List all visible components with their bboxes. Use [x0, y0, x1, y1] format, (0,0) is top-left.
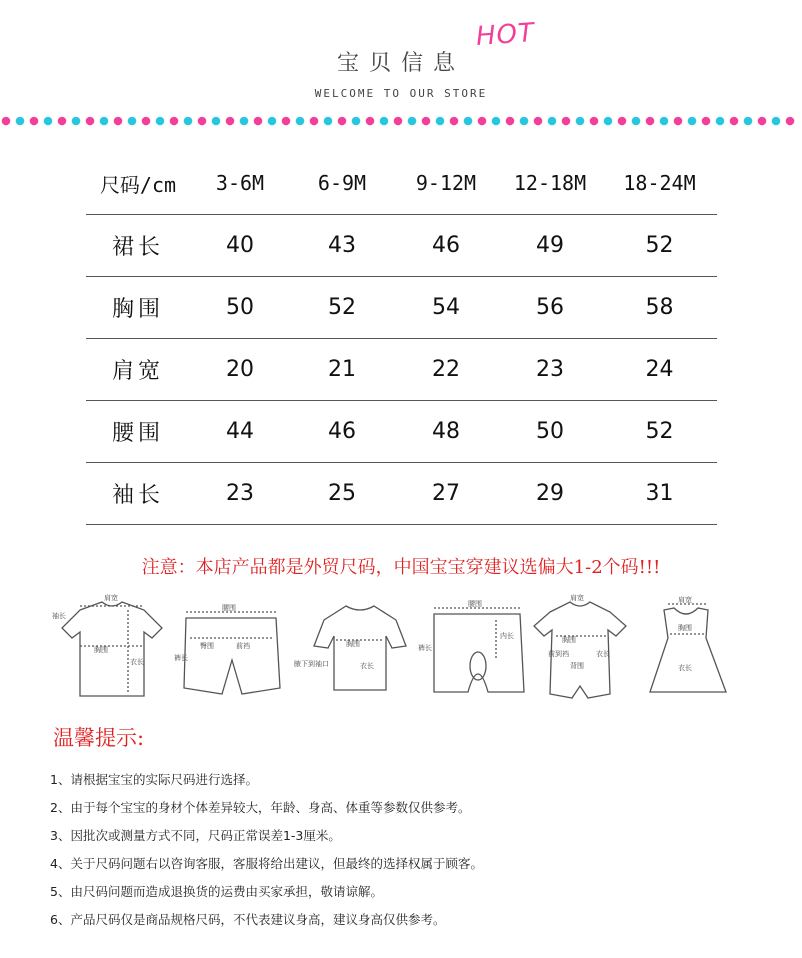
divider-dot [674, 117, 683, 126]
divider-dot [352, 117, 361, 126]
romper-back-label: 背围 [570, 662, 584, 670]
divider-dot [86, 117, 95, 126]
list-item: 1、请根据宝宝的实际尺码进行选择。 [50, 772, 258, 787]
table-cell: 58 [602, 277, 717, 339]
divider-dot [660, 117, 669, 126]
size-column-header: 18-24M [623, 171, 696, 195]
garment-measurement-diagrams [50, 590, 770, 710]
table-cell: 27 [394, 463, 498, 525]
divider-dot [394, 117, 403, 126]
divider-dot [730, 117, 739, 126]
dotted-divider [0, 114, 802, 128]
row-label: 胸围 [86, 277, 190, 339]
dress-chest-label: 胸围 [678, 624, 692, 632]
tshirt-chest-label: 胸围 [94, 646, 108, 654]
table-cell: 25 [290, 463, 394, 525]
table-cell: 52 [602, 401, 717, 463]
romper-chest-label: 胸围 [562, 636, 576, 644]
divider-dot [100, 117, 109, 126]
notice-label: 注意： [141, 557, 196, 578]
divider-dot [212, 117, 221, 126]
table-row [86, 215, 717, 277]
divider-dot [618, 117, 627, 126]
table-cell: 44 [190, 401, 290, 463]
table-cell: 56 [498, 277, 602, 339]
divider-dot [492, 117, 501, 126]
table-cell: 46 [290, 401, 394, 463]
divider-dot [548, 117, 557, 126]
table-cell: 49 [498, 215, 602, 277]
table-row [86, 277, 717, 339]
divider-dot [436, 117, 445, 126]
list-item: 3、因批次或测量方式不同，尺码正常误差1-3厘米。 [50, 828, 341, 843]
raglan-diagram [294, 606, 406, 690]
divider-dot [114, 117, 123, 126]
divider-dot [604, 117, 613, 126]
notice-text: 本店产品都是外贸尺码，中国宝宝穿建议选偏大1-2个码!!! [195, 557, 661, 578]
divider-dot [226, 117, 235, 126]
divider-dot [324, 117, 333, 126]
divider-dot [562, 117, 571, 126]
divider-dot [408, 117, 417, 126]
dress-length-label: 衣长 [678, 664, 692, 672]
page-title: 宝贝信息 [336, 51, 465, 76]
tshirt-sleeve-label: 袖长 [52, 612, 66, 620]
divider-dot [758, 117, 767, 126]
divider-dot [310, 117, 319, 126]
table-cell: 50 [498, 401, 602, 463]
shorts-waist-label: 腰围 [222, 604, 236, 612]
list-item: 5、由尺码问题而造成退换货的运费由买家承担，敬请谅解。 [50, 884, 383, 899]
tshirt-length-label: 衣长 [130, 658, 144, 666]
hot-badge: HOT [475, 17, 536, 53]
table-cell: 20 [190, 339, 290, 401]
table-cell: 29 [498, 463, 602, 525]
raglan-length-label: 衣长 [360, 662, 374, 670]
dress-shoulder-label: 肩宽 [678, 596, 692, 604]
romper-shoulder-label: 肩宽 [570, 594, 584, 602]
size-chart [86, 152, 717, 525]
divider-dot [702, 117, 711, 126]
size-column-header: 9-12M [415, 171, 477, 195]
table-cell: 48 [394, 401, 498, 463]
divider-dot [30, 117, 39, 126]
size-column-header: 6-9M [317, 171, 367, 195]
welcome-subtitle: WELCOME TO OUR STORE [314, 87, 488, 100]
divider-dot [576, 117, 585, 126]
table-cell: 23 [190, 463, 290, 525]
divider-dot [786, 117, 795, 126]
row-label: 腰围 [86, 401, 190, 463]
table-cell: 52 [602, 215, 717, 277]
list-item: 2、由于每个宝宝的身材个体差异较大，年龄、身高、体重等参数仅供参考。 [50, 800, 471, 815]
divider-dot [506, 117, 515, 126]
table-row [86, 463, 717, 525]
divider-dot [744, 117, 753, 126]
divider-dot [772, 117, 781, 126]
table-cell: 23 [498, 339, 602, 401]
divider-dot [534, 117, 543, 126]
divider-dot [338, 117, 347, 126]
table-cell: 54 [394, 277, 498, 339]
divider-dot [58, 117, 67, 126]
pants-waist-label: 腰围 [468, 600, 482, 608]
divider-dot [688, 117, 697, 126]
size-column-header: 12-18M [513, 171, 587, 195]
raglan-chest-label: 胸围 [346, 640, 360, 648]
romper-length-label: 衣长 [596, 650, 610, 658]
list-item: 6、产品尺码仅是商品规格尺码，不代表建议身高，建议身高仅供参考。 [50, 912, 446, 927]
table-cell: 22 [394, 339, 498, 401]
divider-dot [170, 117, 179, 126]
size-notice [0, 553, 802, 579]
table-cell: 31 [602, 463, 717, 525]
table-cell: 50 [190, 277, 290, 339]
size-column-header: 3-6M [215, 171, 265, 195]
romper-diagram [534, 593, 626, 698]
divider-dot [198, 117, 207, 126]
divider-dot [254, 117, 263, 126]
row-label: 肩宽 [86, 339, 190, 401]
row-label: 裙长 [86, 215, 190, 277]
shorts-hip-label: 臀围 [200, 642, 214, 650]
shorts-diagram [174, 603, 280, 694]
tips-title: 温馨提示: [53, 726, 145, 750]
divider-dot [156, 117, 165, 126]
divider-dot [282, 117, 291, 126]
table-row [86, 339, 717, 401]
pants-diagram [418, 599, 524, 692]
divider-dot [142, 117, 151, 126]
table-cell: 24 [602, 339, 717, 401]
divider-dot [380, 117, 389, 126]
table-cell: 46 [394, 215, 498, 277]
tshirt-diagram [52, 593, 162, 696]
divider-dot [16, 117, 25, 126]
divider-dot [464, 117, 473, 126]
divider-dot [646, 117, 655, 126]
size-table [86, 152, 717, 525]
table-row [86, 401, 717, 463]
divider-dot [184, 117, 193, 126]
tips-list [50, 766, 483, 934]
divider-dot [520, 117, 529, 126]
divider-dot [240, 117, 249, 126]
dress-diagram [650, 595, 726, 692]
shorts-rise-label: 前裆 [236, 642, 250, 650]
divider-dot [478, 117, 487, 126]
list-item: 4、关于尺码问题右以咨询客服，客服将给出建议，但最终的选择权属于顾客。 [50, 856, 483, 871]
raglan-armpit-label: 腋下到袖口 [294, 660, 329, 668]
divider-dot [716, 117, 725, 126]
pants-length-label: 裤长 [418, 644, 432, 652]
divider-dot [296, 117, 305, 126]
divider-dot [44, 117, 53, 126]
divider-dot [632, 117, 641, 126]
divider-dot [450, 117, 459, 126]
tshirt-shoulder-label: 肩宽 [104, 594, 118, 602]
divider-dot [2, 117, 11, 126]
table-cell: 21 [290, 339, 394, 401]
shorts-length-label: 裤长 [174, 654, 188, 662]
size-header-row [86, 152, 717, 215]
table-cell: 40 [190, 215, 290, 277]
divider-dot [590, 117, 599, 126]
table-cell: 43 [290, 215, 394, 277]
divider-dot [366, 117, 375, 126]
divider-dot [268, 117, 277, 126]
divider-dot [128, 117, 137, 126]
divider-dot [72, 117, 81, 126]
size-header-label: 尺码/cm [99, 172, 177, 197]
pants-inseam-label: 内长 [500, 632, 514, 640]
table-cell: 52 [290, 277, 394, 339]
divider-dot [422, 117, 431, 126]
row-label: 袖长 [86, 463, 190, 525]
romper-front-label: 前到裆 [548, 650, 569, 658]
